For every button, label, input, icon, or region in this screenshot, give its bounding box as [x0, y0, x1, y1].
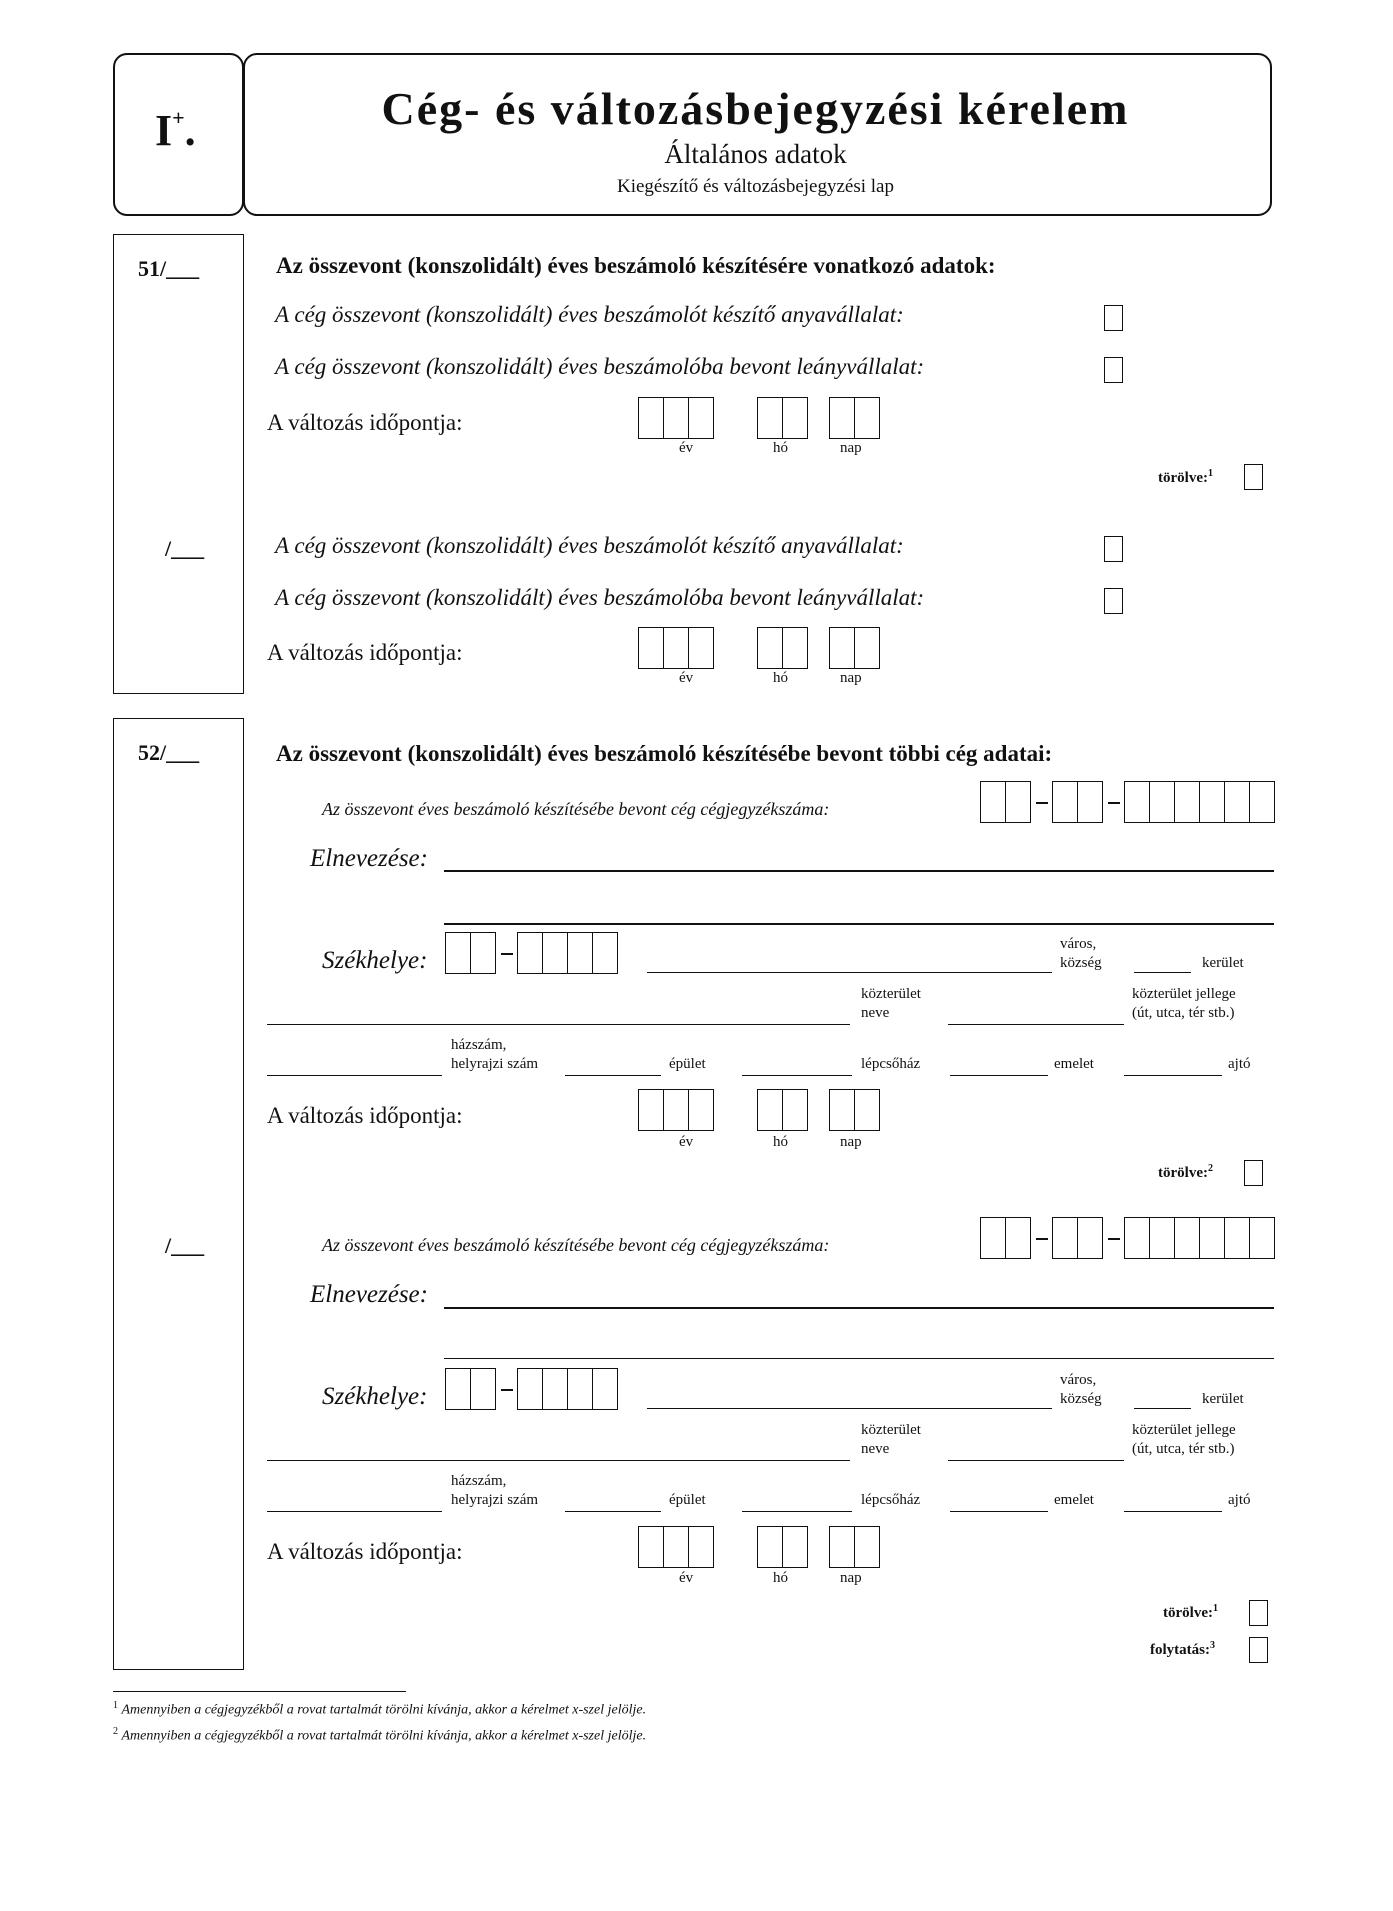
s51-month-input-1[interactable] — [757, 397, 808, 439]
s52-regnum-form-input-1[interactable] — [1052, 781, 1103, 823]
s51-child-label-1: A cég összevont (konszolidált) éves beszámolóba bevont leányvállalat: — [275, 354, 925, 379]
s52-year-input-2[interactable] — [638, 1526, 714, 1568]
s52-street-type-line-1[interactable] — [948, 1024, 1124, 1025]
s52-regnum-dash-a-2 — [1036, 1238, 1048, 1240]
s52-building-caption-2: épület — [669, 1492, 706, 1508]
s52-regnum-court-input-2[interactable] — [980, 1217, 1031, 1259]
section-52-sub-number: /___ — [165, 1233, 205, 1258]
s52-name-line-b-2[interactable] — [444, 1358, 1274, 1359]
s52-month-input-1[interactable] — [757, 1089, 808, 1131]
s52-city-caption-2: város, község — [1060, 1372, 1102, 1407]
s52-door-line-1[interactable] — [1124, 1075, 1222, 1076]
s52-regnum-court-input-1[interactable] — [980, 781, 1031, 823]
s52-regnum-dash-b-2 — [1108, 1238, 1120, 1240]
s52-name-label-2: Elnevezése: — [310, 1281, 428, 1308]
s52-district-caption-2: kerület — [1202, 1391, 1244, 1407]
s51-year-caption-2: év — [679, 670, 694, 686]
section-52-number-box — [113, 718, 244, 1670]
s52-city-caption-1: város, község — [1060, 936, 1102, 971]
s51-day-input-1[interactable] — [829, 397, 880, 439]
s52-day-caption-1: nap — [840, 1134, 862, 1150]
s52-district-line-1[interactable] — [1134, 972, 1191, 973]
s51-deleted-label: törölve:$^1$ — [1158, 468, 1213, 486]
s51-year-input-1[interactable] — [638, 397, 714, 439]
page-subsubtitle: Kiegészítő és változásbejegyzési lap — [617, 176, 894, 197]
s51-parent-checkbox-1[interactable] — [1104, 305, 1123, 331]
s52-name-line-b-1[interactable] — [444, 923, 1274, 925]
s52-change-date-label-1: A változás időpontja: — [267, 1103, 463, 1128]
section-51-number-box — [113, 234, 244, 694]
s52-seat-label-1: Székhelye: — [322, 947, 428, 974]
s52-stair-caption-2: lépcsőház — [861, 1492, 921, 1508]
page-title: Cég- és változásbejegyzési kérelem — [381, 83, 1130, 134]
s52-floor-line-1[interactable] — [950, 1075, 1048, 1076]
s51-year-input-2[interactable] — [638, 627, 714, 669]
s52-regnum-label-1: Az összevont éves beszámoló készítésébe bevont cég cégjegyzékszáma: — [322, 799, 830, 819]
s51-day-input-2[interactable] — [829, 627, 880, 669]
s52-deleted-label-1: törölve:$^2$ — [1158, 1163, 1213, 1181]
page-subtitle: Általános adatok — [664, 139, 847, 169]
s51-deleted-checkbox[interactable] — [1244, 464, 1263, 490]
s52-year-caption-1: év — [679, 1134, 694, 1150]
s51-month-caption-1: hó — [773, 440, 788, 456]
s51-child-checkbox-1[interactable] — [1104, 357, 1123, 383]
s52-stair-caption-1: lépcsőház — [861, 1056, 921, 1072]
section-52-title: Az összevont (konszolidált) éves beszámoló készítésébe bevont többi cég adatai: — [276, 741, 1053, 766]
s52-street-name-caption-1: közterület neve — [861, 986, 921, 1021]
s52-year-caption-2: év — [679, 1570, 694, 1586]
s52-house-line-1[interactable] — [267, 1075, 442, 1076]
s52-stair-line-2[interactable] — [742, 1511, 852, 1512]
s52-street-name-line-2[interactable] — [267, 1460, 850, 1461]
s52-house-caption-1: házszám, helyrajzi szám — [451, 1037, 539, 1072]
footnote-separator — [113, 1691, 406, 1692]
s52-zip-input-a-1[interactable] — [445, 932, 496, 974]
s51-day-caption-2: nap — [840, 670, 862, 686]
s52-street-name-line-1[interactable] — [267, 1024, 850, 1025]
s52-door-line-2[interactable] — [1124, 1511, 1222, 1512]
s52-zip-dash-2 — [501, 1389, 513, 1391]
section-52-number: 52/___ — [138, 740, 200, 765]
s51-parent-label-1: A cég összevont (konszolidált) éves beszámolót készítő anyavállalat: — [275, 302, 904, 327]
s52-deleted-checkbox-2[interactable] — [1249, 1600, 1268, 1626]
s52-deleted-label-2: törölve:$^1$ — [1163, 1603, 1218, 1621]
section-51-sub-number: /___ — [165, 536, 205, 561]
s52-district-caption-1: kerület — [1202, 955, 1244, 971]
s52-street-type-caption-1: közterület jellege (út, utca, tér stb.) — [1132, 986, 1236, 1021]
s52-name-line-a-1[interactable] — [444, 870, 1274, 872]
s52-city-line-2[interactable] — [647, 1408, 1052, 1409]
s52-zip-input-b-1[interactable] — [517, 932, 618, 974]
s51-day-caption-1: nap — [840, 440, 862, 456]
s52-zip-input-a-2[interactable] — [445, 1368, 496, 1410]
s52-house-line-2[interactable] — [267, 1511, 442, 1512]
s52-day-caption-2: nap — [840, 1570, 862, 1586]
s52-street-name-caption-2: közterület neve — [861, 1422, 921, 1457]
s52-day-input-2[interactable] — [829, 1526, 880, 1568]
s51-year-caption-1: év — [679, 440, 694, 456]
section-51-title: Az összevont (konszolidált) éves beszámoló készítésére vonatkozó adatok: — [276, 253, 996, 278]
s51-month-caption-2: hó — [773, 670, 788, 686]
s52-district-line-2[interactable] — [1134, 1408, 1191, 1409]
s52-month-caption-1: hó — [773, 1134, 788, 1150]
s52-seat-label-2: Székhelye: — [322, 1383, 428, 1410]
s52-change-date-label-2: A változás időpontja: — [267, 1539, 463, 1564]
s52-floor-caption-1: emelet — [1054, 1056, 1094, 1072]
s52-floor-line-2[interactable] — [950, 1511, 1048, 1512]
s52-regnum-serial-input-1[interactable] — [1124, 781, 1275, 823]
s52-deleted-checkbox-1[interactable] — [1244, 1160, 1263, 1186]
s52-name-line-a-2[interactable] — [444, 1307, 1274, 1309]
s52-regnum-serial-input-2[interactable] — [1124, 1217, 1275, 1259]
s52-door-caption-2: ajtó — [1228, 1492, 1251, 1508]
s52-zip-dash-1 — [501, 953, 513, 955]
s51-month-input-2[interactable] — [757, 627, 808, 669]
s52-continuation-label: folytatás:$^3$ — [1150, 1640, 1215, 1658]
s52-month-caption-2: hó — [773, 1570, 788, 1586]
s52-regnum-label-2: Az összevont éves beszámoló készítésébe bevont cég cégjegyzékszáma: — [322, 1235, 830, 1255]
s52-regnum-dash-b-1 — [1108, 802, 1120, 804]
section-51-number: 51/___ — [138, 256, 200, 281]
s52-building-line-2[interactable] — [565, 1511, 661, 1512]
s52-street-type-caption-2: közterület jellege (út, utca, tér stb.) — [1132, 1422, 1236, 1457]
footnote-1: $^1$ Amennyiben a cégjegyzékből a rovat tartalmát törölni kívánja, akkor a kérelmet x-szel jelölje. — [113, 1700, 647, 1718]
s52-building-caption-1: épület — [669, 1056, 706, 1072]
footnote-2: $^2$ Amennyiben a cégjegyzékből a rovat tartalmát törölni kívánja, akkor a kérelmet x-szel jelölje. — [113, 1726, 647, 1744]
s52-stair-line-1[interactable] — [742, 1075, 852, 1076]
s51-parent-label-2: A cég összevont (konszolidált) éves beszámolót készítő anyavállalat: — [275, 533, 904, 558]
s52-door-caption-1: ajtó — [1228, 1056, 1251, 1072]
s52-continuation-checkbox[interactable] — [1249, 1637, 1268, 1663]
s52-day-input-1[interactable] — [829, 1089, 880, 1131]
s51-change-date-label-2: A változás időpontja: — [267, 640, 463, 665]
s52-regnum-form-input-2[interactable] — [1052, 1217, 1103, 1259]
s51-parent-checkbox-2[interactable] — [1104, 536, 1123, 562]
section-id: I+. — [155, 105, 196, 155]
s52-month-input-2[interactable] — [757, 1526, 808, 1568]
s51-change-date-label-1: A változás időpontja: — [267, 410, 463, 435]
s51-child-label-2: A cég összevont (konszolidált) éves beszámolóba bevont leányvállalat: — [275, 585, 925, 610]
s52-street-type-line-2[interactable] — [948, 1460, 1124, 1461]
s52-name-label-1: Elnevezése: — [310, 845, 428, 872]
s52-building-line-1[interactable] — [565, 1075, 661, 1076]
s52-house-caption-2: házszám, helyrajzi szám — [451, 1473, 539, 1508]
s52-year-input-1[interactable] — [638, 1089, 714, 1131]
s52-city-line-1[interactable] — [647, 972, 1052, 973]
s52-floor-caption-2: emelet — [1054, 1492, 1094, 1508]
s52-zip-input-b-2[interactable] — [517, 1368, 618, 1410]
s51-child-checkbox-2[interactable] — [1104, 588, 1123, 614]
s52-regnum-dash-a-1 — [1036, 802, 1048, 804]
